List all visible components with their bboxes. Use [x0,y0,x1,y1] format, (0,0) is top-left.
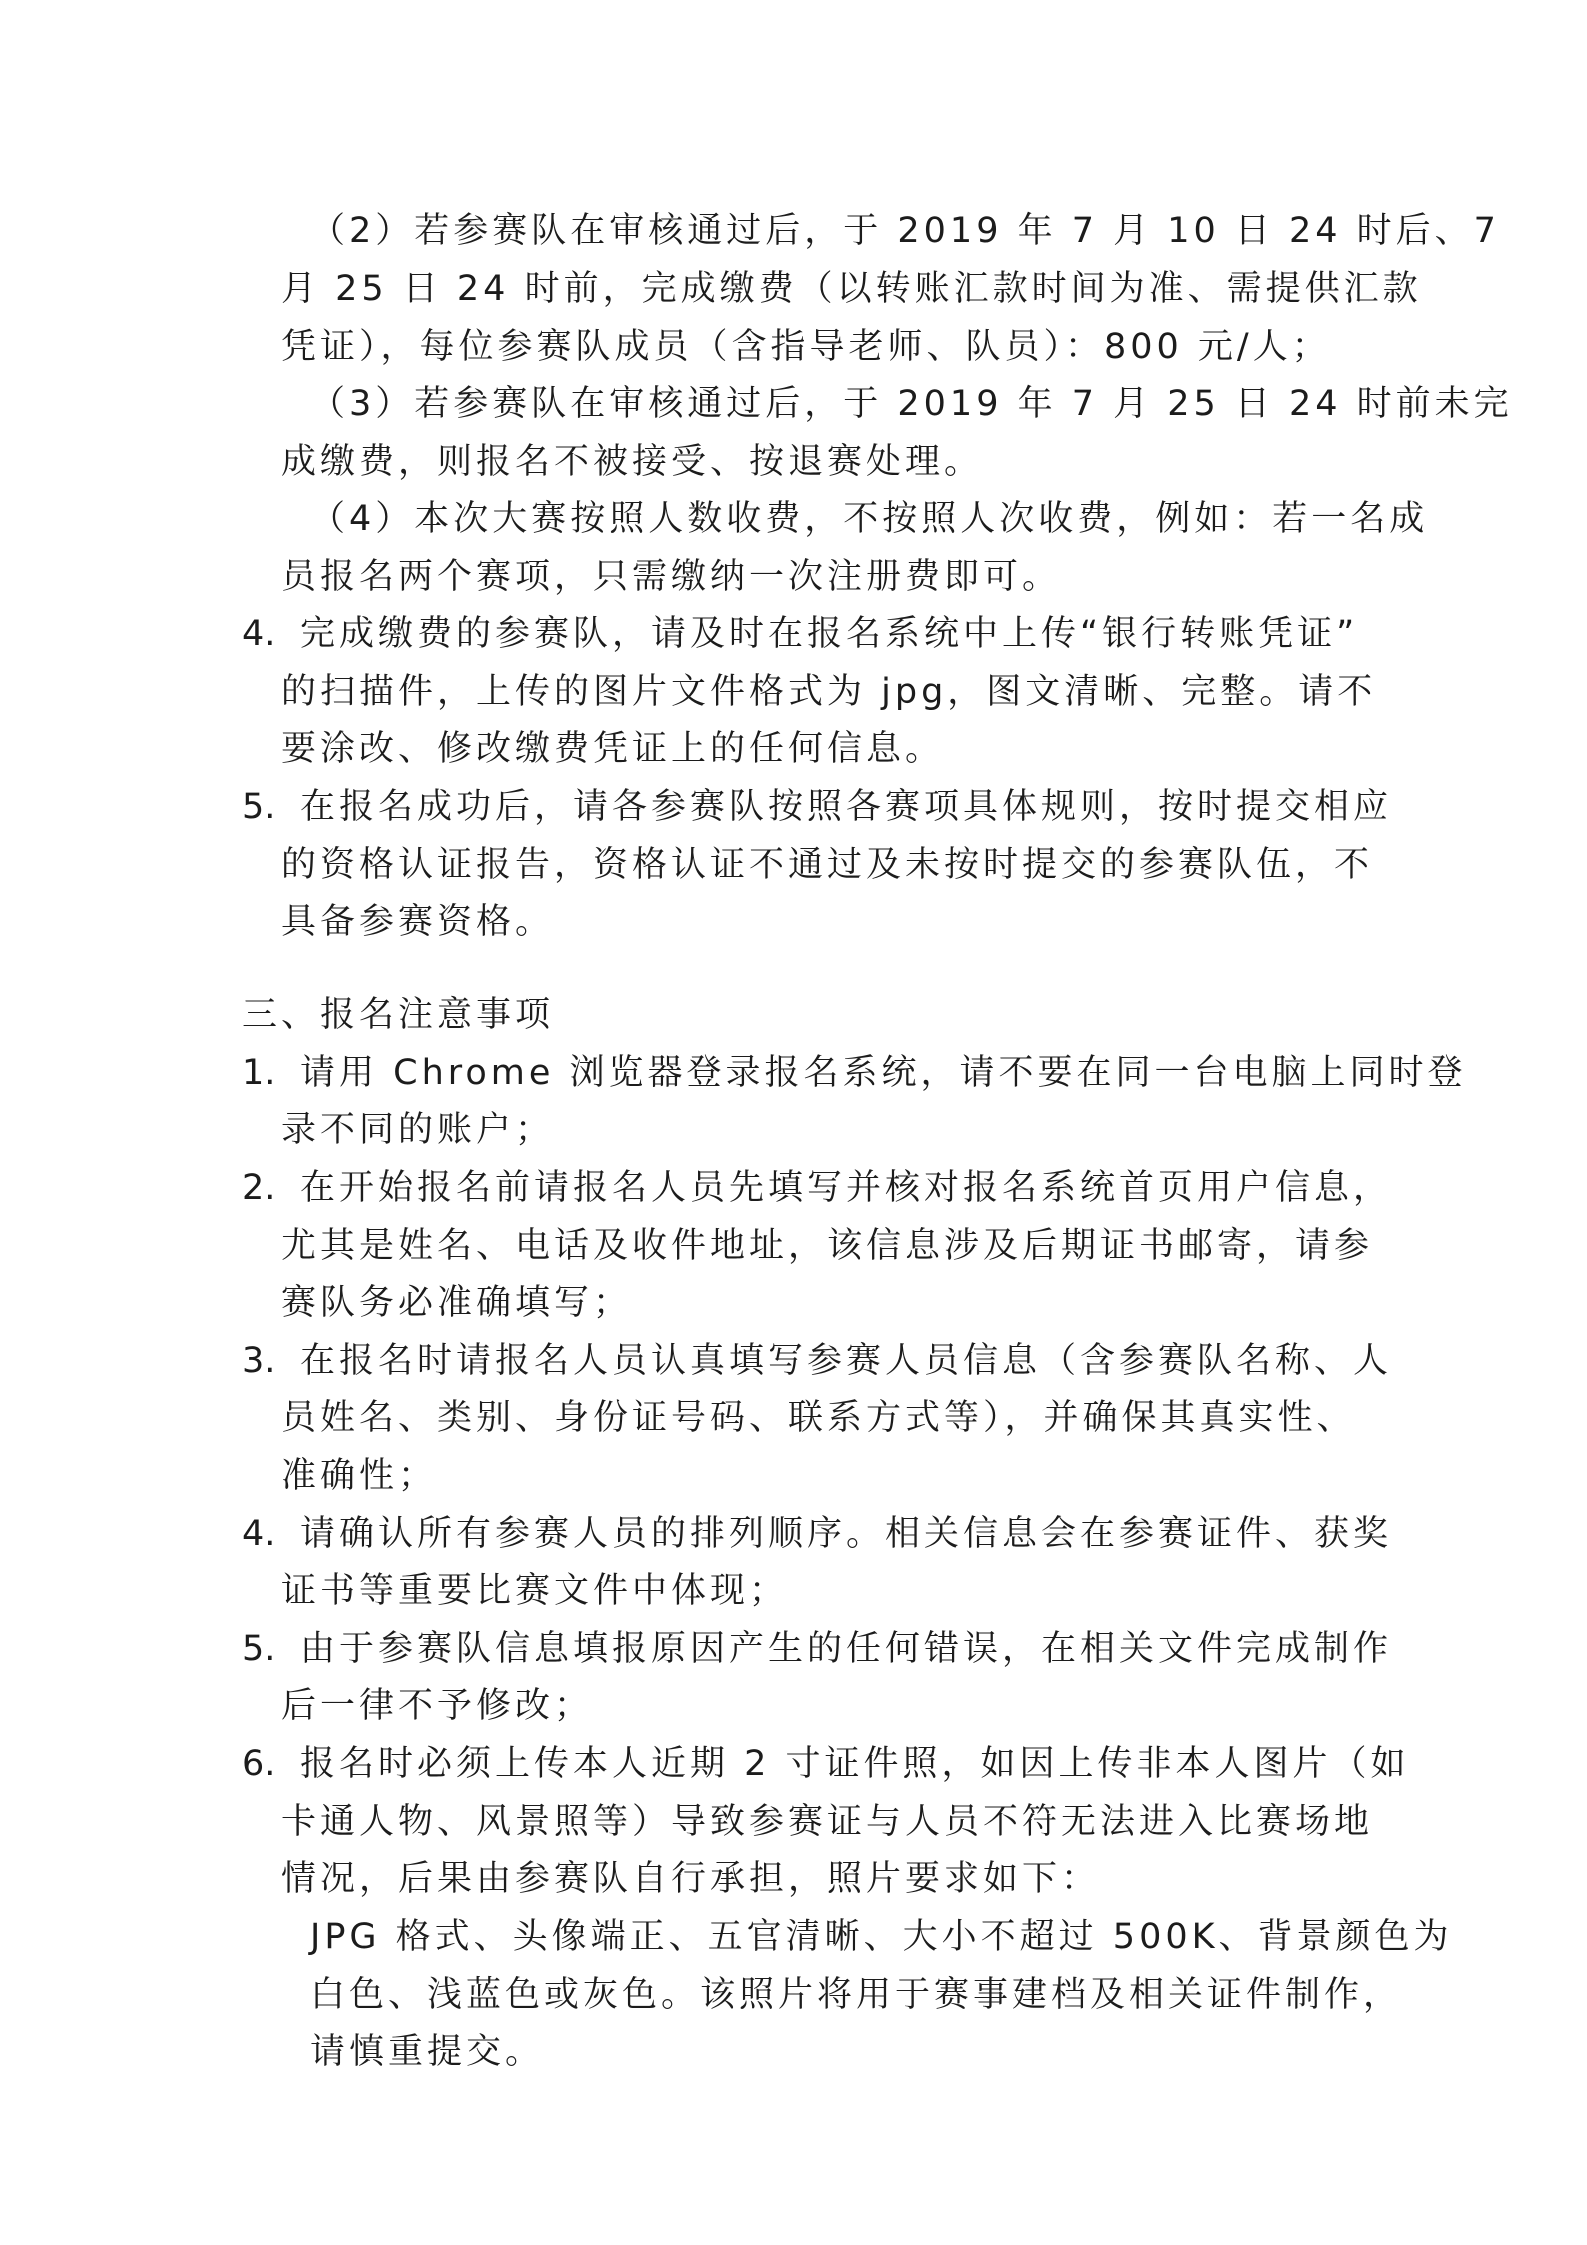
paragraph-line: 月 25 日 24 时前，完成缴费（以转账汇款时间为准、需提供汇款 [281,269,1422,309]
list-item-line: 要涂改、修改缴费凭证上的任何信息。 [281,729,945,769]
list-item-line: 在开始报名前请报名人员先填写并核对报名系统首页用户信息， [300,1168,1393,1208]
requirement-line: 请慎重提交。 [310,2032,545,2072]
list-item-line: 情况，后果由参赛队自行承担，照片要求如下： [281,1859,1101,1899]
list-item-line: 由于参赛队信息填报原因产生的任何错误，在相关文件完成制作 [300,1629,1393,1669]
list-item-line: 完成缴费的参赛队，请及时在报名系统中上传“银行转账凭证” [300,614,1359,654]
requirement-line: 白色、浅蓝色或灰色。该照片将用于赛事建档及相关证件制作， [310,1975,1403,2015]
list-item-line: 员姓名、类别、身份证号码、联系方式等），并确保其真实性、 [281,1398,1356,1438]
list-number: 2. [242,1168,276,1208]
list-item-line: 具备参赛资格。 [281,902,555,942]
list-item-line: 报名时必须上传本人近期 2 寸证件照，如因上传非本人图片（如 [300,1744,1410,1784]
paragraph-line: 凭证），每位参赛队成员（含指导老师、队员）：800 元/人； [281,327,1331,367]
paragraph-line: 成缴费，则报名不被接受、按退赛处理。 [281,442,984,482]
list-item-line: 在报名成功后，请各参赛队按照各赛项具体规则，按时提交相应 [300,787,1393,827]
list-item-line: 请确认所有参赛人员的排列顺序。相关信息会在参赛证件、获奖 [300,1514,1393,1554]
list-item-line: 赛队务必准确填写； [281,1283,633,1323]
list-item-line: 的资格认证报告，资格认证不通过及未按时提交的参赛队伍，不 [281,845,1374,885]
paragraph-line: （2）若参赛队在审核通过后，于 2019 年 7 月 10 日 24 时后、7 [310,211,1500,251]
list-item-line: 的扫描件，上传的图片文件格式为 jpg，图文清晰、完整。请不 [281,672,1377,712]
requirement-line: JPG 格式、头像端正、五官清晰、大小不超过 500K、背景颜色为 [310,1917,1453,1957]
list-number: 1. [242,1053,276,1093]
list-item-line: 证书等重要比赛文件中体现； [281,1571,789,1611]
list-number: 4. [242,614,276,654]
list-number: 4. [242,1514,276,1554]
list-item-line: 在报名时请报名人员认真填写参赛人员信息（含参赛队名称、人 [300,1341,1393,1381]
list-number: 5. [242,787,276,827]
list-number: 3. [242,1341,276,1381]
list-item-line: 录不同的账户； [281,1110,555,1150]
paragraph-line: 员报名两个赛项，只需缴纳一次注册费即可。 [281,557,1062,597]
section-heading: 三、报名注意事项 [242,995,555,1035]
paragraph-line: （4）本次大赛按照人数收费，不按照人次收费，例如：若一名成 [310,499,1429,539]
list-item-line: 尤其是姓名、电话及收件地址，该信息涉及后期证书邮寄，请参 [281,1226,1374,1266]
list-item-line: 准确性； [281,1456,438,1496]
list-item-line: 后一律不予修改； [281,1686,594,1726]
paragraph-line: （3）若参赛队在审核通过后，于 2019 年 7 月 25 日 24 时前未完 [310,384,1513,424]
list-number: 6. [242,1744,276,1784]
list-item-line: 请用 Chrome 浏览器登录报名系统，请不要在同一台电脑上同时登 [300,1053,1467,1093]
list-number: 5. [242,1629,276,1669]
list-item-line: 卡通人物、风景照等）导致参赛证与人员不符无法进入比赛场地 [281,1802,1374,1842]
